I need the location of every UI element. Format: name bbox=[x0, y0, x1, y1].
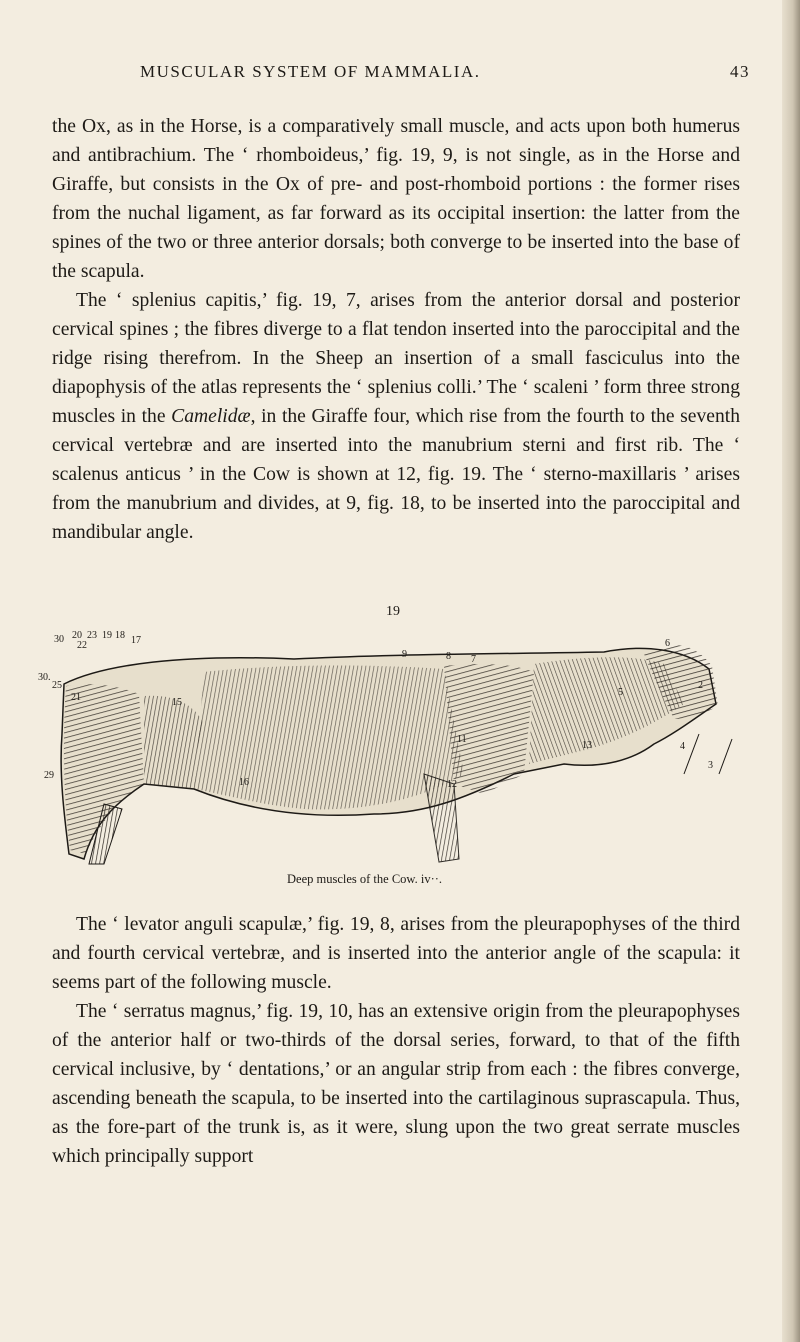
figure-label: 9 bbox=[402, 649, 407, 660]
running-title: MUSCULAR SYSTEM OF MAMMALIA. bbox=[140, 62, 481, 81]
figure-label: 19 bbox=[102, 630, 112, 641]
figure-caption: Deep muscles of the Cow. iv··. bbox=[287, 872, 443, 886]
label-line bbox=[719, 739, 732, 774]
figure-label: 17 bbox=[131, 635, 141, 646]
paragraph-4: The ‘ serratus magnus,’ fig. 19, 10, has an extensive origin from the pleurapophyses of the anterior half or two-thirds of the dorsal series, forward, to that of the fifth cervical inclusive, by ‘ dentations,’ or an angular strip from each : the fibres converge, ascending beneath the scapula, to be inserted into the cartilaginous suprascapula. Thus, as the fore-part of the trunk is, as it were, slung upon the two great serrate muscles which principally support bbox=[52, 1001, 740, 1167]
figure-label: 16 bbox=[239, 777, 249, 788]
figure-label: 4 bbox=[680, 741, 685, 752]
paragraph-2 bbox=[52, 286, 740, 547]
figure-label: 22 bbox=[77, 640, 87, 651]
figure-illustration bbox=[38, 624, 724, 869]
running-header bbox=[140, 62, 750, 82]
paragraph-3: The ‘ levator anguli scapulæ,’ fig. 19, 8, arises from the pleurapophyses of the third and fourth cervical vertebræ, and is inserted into the anterior angle of the scapula: it seems part of the following muscle. bbox=[52, 914, 740, 993]
figure-label: 15 bbox=[172, 697, 182, 708]
figure-label: 8 bbox=[446, 651, 451, 662]
figure-label: 12 bbox=[447, 779, 457, 790]
text-block-bottom bbox=[52, 910, 740, 1171]
camelidae-italic: Camelidæ bbox=[171, 406, 251, 427]
figure-label: 2 bbox=[698, 680, 703, 691]
paragraph-2-head: The ‘ splenius capitis,’ fig. 19, 7, arises from the anterior dorsal and posterior cervical spines ; the fibres diverge to a flat tendon inserted into the paroccipital and the ridge rising therefrom. In the Sheep an insertion of a small fasciculus into the diapophysis of the atlas represents the ‘ splenius colli.’ The ‘ scaleni ’ form three strong muscles in the bbox=[52, 290, 740, 427]
figure-label: 30. bbox=[38, 672, 51, 683]
figure-label: 6 bbox=[665, 638, 670, 649]
paragraph-2-tail: , in the Giraffe four, which rise from the fourth to the seventh cervical vertebræ and are inserted into the manubrium sterni and first rib. The ‘ scalenus anticus ’ in the Cow is shown at 12, fig. 19. The ‘ sterno-maxillaris ’ arises from the manubrium and divides, at 9, fig. 18, to be inserted into the paroccipital and mandibular angle. bbox=[52, 406, 741, 543]
text-block-top bbox=[52, 112, 740, 547]
page-edge bbox=[782, 0, 800, 1342]
figure-label: 11 bbox=[457, 734, 467, 745]
figure-label: 29 bbox=[44, 770, 54, 781]
scapula-region bbox=[444, 664, 534, 794]
figure-label: 23 bbox=[87, 630, 97, 641]
figure-label: 25 bbox=[52, 680, 62, 691]
figure-label: 7 bbox=[471, 654, 476, 665]
figure-label: 30 bbox=[54, 634, 64, 645]
figure-label: 3 bbox=[708, 760, 713, 771]
rib-region bbox=[194, 666, 464, 810]
figure-number: 19 bbox=[386, 604, 400, 619]
figure-label: 18 bbox=[115, 630, 125, 641]
figure-label: 13 bbox=[582, 740, 592, 751]
label-line bbox=[684, 734, 699, 774]
figure-label: 20 bbox=[72, 630, 82, 641]
paragraph-1: the Ox, as in the Horse, is a comparatively small muscle, and acts upon both humerus and antibrachium. The ‘ rhomboideus,’ fig. 19, 9, is not single, as in the Horse and Giraffe, but consists in the Ox of pre- and post-rhomboid portions : the former rises from the nuchal ligament, as far forward as its occipital insertion: the latter from the spines of the two or three anterior dorsals; both converge to be inserted into the base of the scapula. bbox=[52, 116, 740, 282]
figure-label: 21 bbox=[71, 692, 81, 703]
page-number: 43 bbox=[730, 62, 750, 81]
figure-label: 5 bbox=[618, 687, 623, 698]
